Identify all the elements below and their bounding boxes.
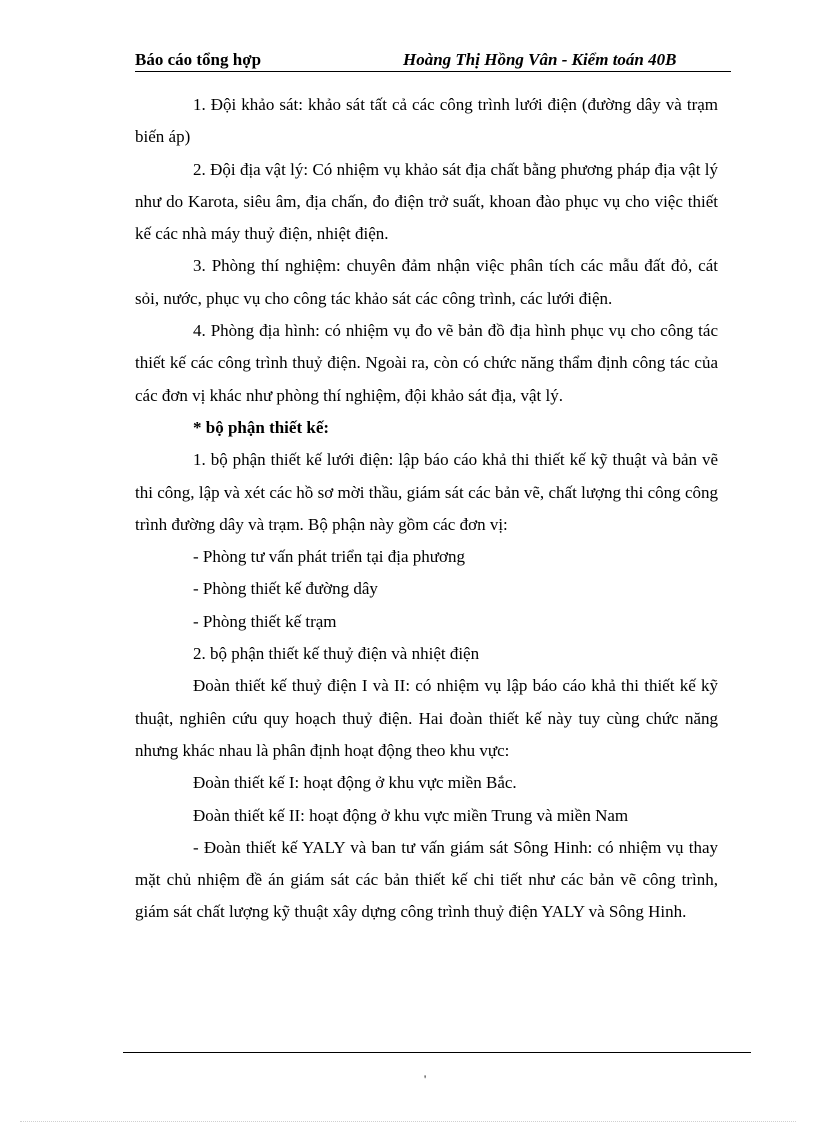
header-report-title: Báo cáo tổng hợp bbox=[135, 50, 262, 69]
page-boundary bbox=[20, 1121, 796, 1122]
list-item: - Phòng tư vấn phát triển tại địa phương bbox=[193, 547, 465, 567]
section-heading-design: * bộ phận thiết kế: bbox=[193, 417, 330, 437]
page-header bbox=[135, 50, 731, 72]
paragraph-design-teams: Đoàn thiết kế thuỷ điện I và II: có nhiệm vụ lập báo cáo khả thi thiết kế kỹ thuật, nghiên cứu quy hoạch thuỷ điện. Hai đoàn thiết kế này tuy cùng chức năng nhưng khác nhau là phân định hoạt động theo khu vực: bbox=[135, 676, 718, 760]
paragraph-laboratory: 3. Phòng thí nghiệm: chuyên đảm nhận việc phân tích các mẫu đất đỏ, cát sỏi, nước, phục vụ cho công tác khảo sát các công trình, các lưới điện. bbox=[135, 256, 718, 308]
paragraph-yaly: - Đoàn thiết kế YALY và ban tư vấn giám sát Sông Hinh: có nhiệm vụ thay mặt chủ nhiệm đề án giám sát các bản thiết kế chi tiết như các bản vẽ công trình, giám sát chất lượng kỹ thuật xây dựng công trình thuỷ điện YALY và Sông Hinh. bbox=[135, 837, 718, 922]
paragraph-geophysics-team: 2. Đội địa vật lý: Có nhiệm vụ khảo sát địa chất bằng phương pháp địa vật lý như do Karota, siêu âm, địa chấn, đo điện trở suất, khoan đào phục vụ cho việc thiết kế các nhà máy thuỷ điện, nhiệt điện. bbox=[135, 159, 718, 244]
paragraph-hydro-thermal: 2. bộ phận thiết kế thuỷ điện và nhiệt điện bbox=[193, 644, 480, 664]
page-number: ' bbox=[424, 1072, 427, 1086]
header-divider bbox=[135, 71, 731, 72]
list-item: - Phòng thiết kế đường dây bbox=[193, 579, 378, 599]
footer-divider bbox=[123, 1052, 751, 1053]
header-author: Hoàng Thị Hồng Vân - Kiểm toán 40B bbox=[403, 50, 677, 69]
paragraph-team-1: Đoàn thiết kế I: hoạt động ở khu vực miền Bắc. bbox=[193, 773, 517, 793]
paragraph-survey-team: 1. Đội khảo sát: khảo sát tất cả các công trình lưới điện (đường dây và trạm biến áp) bbox=[135, 95, 718, 147]
paragraph-team-2: Đoàn thiết kế II: hoạt động ở khu vực miền Trung và miền Nam bbox=[193, 805, 629, 825]
list-item: - Phòng thiết kế trạm bbox=[193, 611, 337, 631]
paragraph-topography: 4. Phòng địa hình: có nhiệm vụ đo vẽ bản đồ địa hình phục vụ cho công tác thiết kế các công trình thuỷ điện. Ngoài ra, còn có chức năng thẩm định công tác của các đơn vị khác như phòng thí nghiệm, đội khảo sát địa, vật lý. bbox=[135, 321, 718, 405]
document-body bbox=[135, 89, 718, 929]
paragraph-grid-design: 1. bộ phận thiết kế lưới điện: lập báo cáo khả thi thiết kế kỹ thuật và bản vẽ thi công, lập và xét các hồ sơ mời thầu, giám sát các bản vẽ, chất lượng thi công công trình đường dây và trạm. Bộ phận này gồm các đơn vị: bbox=[135, 450, 718, 534]
